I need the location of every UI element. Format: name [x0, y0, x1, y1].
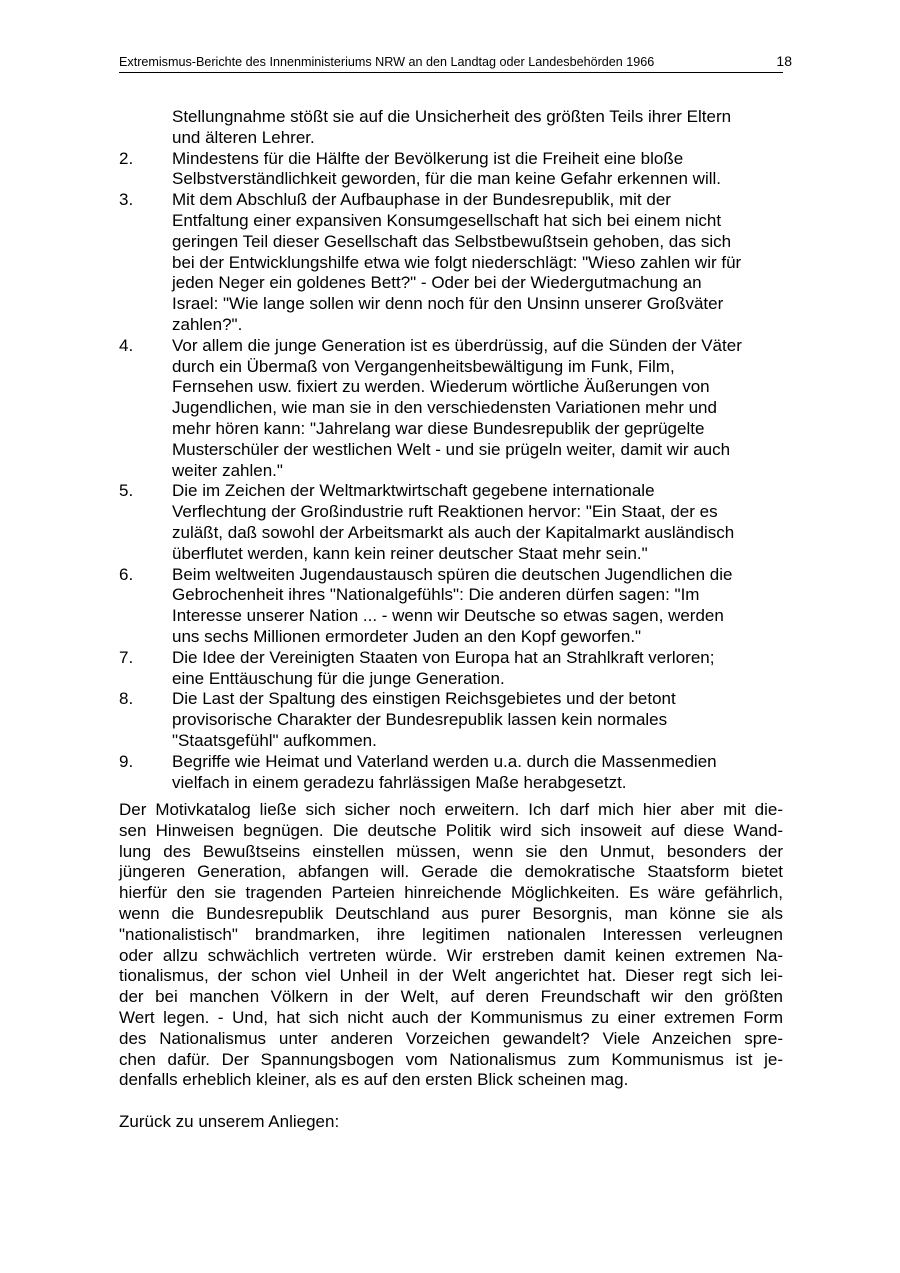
text-line: uns sechs Millionen ermordeter Juden an den Kopf geworfen." [172, 626, 642, 646]
text-line: Stellungnahme stößt sie auf die Unsicherheit des größten Teils ihrer Eltern [172, 107, 732, 126]
text-line: Vor allem die junge Generation ist es überdrüssig, auf die Sünden der Väter [172, 335, 742, 355]
text-line: bei der Entwicklungshilfe etwa wie folgt niederschlägt: "Wieso zahlen wir für [172, 252, 742, 272]
text-line: mehr hören kann: "Jahrelang war diese Bundesrepublik der geprügelte [172, 418, 705, 438]
text-line: vielfach in einem geradezu fahrlässigen Maße herabgesetzt. [172, 772, 627, 792]
text-line: Wert legen. - Und, hat sich nicht auch der Kommunismus zu einer extremen Form [119, 1007, 783, 1027]
list-item [119, 648, 785, 690]
list-item-number: 9. [119, 751, 134, 771]
header-title: Extremismus-Berichte des Innenministeriums NRW an den Landtag oder Landesbehörden 1966 [119, 55, 655, 69]
text-line: Interesse unserer Nation ... - wenn wir Deutsche so etwas sagen, werden [172, 606, 724, 626]
list-item [119, 190, 785, 336]
text-line: Begriffe wie Heimat und Vaterland werden u.a. durch die Massenmedien [172, 751, 717, 771]
list-item-number: 2. [119, 148, 134, 168]
list-item [119, 481, 785, 564]
numbered-list [119, 107, 785, 793]
text-line: sen Hinweisen begnügen. Die deutsche Politik wird sich insoweit auf diese Wand- [119, 820, 783, 840]
text-line: geringen Teil dieser Gesellschaft das Selbstbewußtsein gehoben, das sich [172, 231, 732, 251]
text-line: tionalismus, der schon viel Unheil in der Welt angerichtet hat. Dieser regt sich lei- [119, 966, 783, 986]
text-line: Mindestens für die Hälfte der Bevölkerung ist die Freiheit eine bloße [172, 148, 684, 168]
text-line: Die im Zeichen der Weltmarktwirtschaft gegebene internationale [172, 481, 655, 501]
text-line: provisorische Charakter der Bundesrepublik lassen kein normales [172, 710, 668, 730]
text-line: lung des Bewußtseins einstellen müssen, wenn sie den Unmut, besonders der [119, 841, 783, 861]
text-line: Verflechtung der Großindustrie ruft Reaktionen hervor: "Ein Staat, der es [172, 502, 718, 522]
text-line: Musterschüler der westlichen Welt - und sie prügeln weiter, damit wir auch [172, 439, 731, 459]
text-line: wenn die Bundesrepublik Deutschland aus purer Besorgnis, man könne sie als [119, 903, 783, 923]
text-line: Fernsehen usw. fixiert zu werden. Wiederum wörtliche Äußerungen von [172, 377, 710, 397]
text-line: jüngeren Generation, abfangen will. Gerade die demokratische Staatsform bietet [119, 862, 783, 882]
page-number: 18 [776, 53, 792, 69]
list-item [119, 752, 785, 794]
text-line: Mit dem Abschluß der Aufbauphase in der Bundesrepublik, mit der [172, 190, 671, 210]
text-line: chen dafür. Der Spannungsbogen vom Nationalismus zum Kommunismus ist je- [119, 1049, 783, 1069]
text-line: oder allzu schwächlich vertreten würde. Wir erstreben damit keinen extremen Na- [119, 945, 783, 965]
list-item-number: 5. [119, 481, 134, 501]
text-line: und älteren Lehrer. [172, 127, 315, 147]
closing-line: Zurück zu unserem Anliegen: [119, 1112, 340, 1131]
text-line: denfalls erheblich kleiner, als es auf den ersten Blick scheinen mag. [119, 1070, 629, 1090]
list-item [119, 689, 785, 751]
text-line: durch ein Übermaß von Vergangenheitsbewältigung im Funk, Film, [172, 356, 675, 376]
text-line: "nationalistisch" brandmarken, ihre legitimen nationalen Interessen verleugnen [119, 924, 783, 944]
text-line: hierfür den sie tragenden Parteien hinreichende Möglichkeiten. Es wäre gefährlich, [119, 883, 783, 903]
text-line: zuläßt, daß sowohl der Arbeitsmarkt als auch der Kapitalmarkt ausländisch [172, 522, 735, 542]
text-line: Selbstverständlichkeit geworden, für die man keine Gefahr erkennen will. [172, 169, 722, 189]
list-item [119, 336, 785, 482]
text-line: Die Idee der Vereinigten Staaten von Europa hat an Strahlkraft verloren; [172, 647, 715, 667]
list-item-number: 7. [119, 647, 134, 667]
text-line: der bei manchen Völkern in der Welt, auf deren Freundschaft wir den größten [119, 987, 783, 1007]
list-item-number: 8. [119, 689, 134, 709]
text-line: Entfaltung einer expansiven Konsumgesellschaft hat sich bei einem nicht [172, 210, 722, 230]
list-item-number: 6. [119, 564, 134, 584]
page-header [119, 52, 792, 73]
text-line: Gebrochenheit ihres "Nationalgefühls": Die anderen dürfen sagen: "Im [172, 585, 700, 605]
list-item [119, 565, 785, 648]
text-line: des Nationalismus unter anderen Vorzeichen gewandelt? Viele Anzeichen spre- [119, 1028, 783, 1048]
text-line: eine Enttäuschung für die junge Generation. [172, 668, 505, 688]
text-line: jeden Neger ein goldenes Bett?" - Oder bei der Wiedergutmachung an [172, 273, 702, 293]
text-line: Israel: "Wie lange sollen wir denn noch für den Unsinn unserer Großväter [172, 294, 724, 314]
text-line: Die Last der Spaltung des einstigen Reichsgebietes und der betont [172, 689, 676, 709]
body-paragraph [119, 800, 783, 1091]
text-line: weiter zahlen." [172, 460, 283, 480]
text-line: Beim weltweiten Jugendaustausch spüren die deutschen Jugendlichen die [172, 564, 733, 584]
list-item-number: 4. [119, 335, 134, 355]
text-line: Der Motivkatalog ließe sich sicher noch erweitern. Ich darf mich hier aber mit die- [119, 800, 783, 819]
text-line: "Staatsgefühl" aufkommen. [172, 730, 377, 750]
text-line: überflutet werden, kann kein reiner deutscher Staat mehr sein." [172, 543, 648, 563]
list-item [119, 149, 785, 191]
list-item-number: 3. [119, 190, 134, 210]
list-item-continuation [119, 107, 785, 149]
text-line: Jugendlichen, wie man sie in den verschiedensten Variationen mehr und [172, 398, 717, 418]
text-line: zahlen?". [172, 314, 243, 334]
